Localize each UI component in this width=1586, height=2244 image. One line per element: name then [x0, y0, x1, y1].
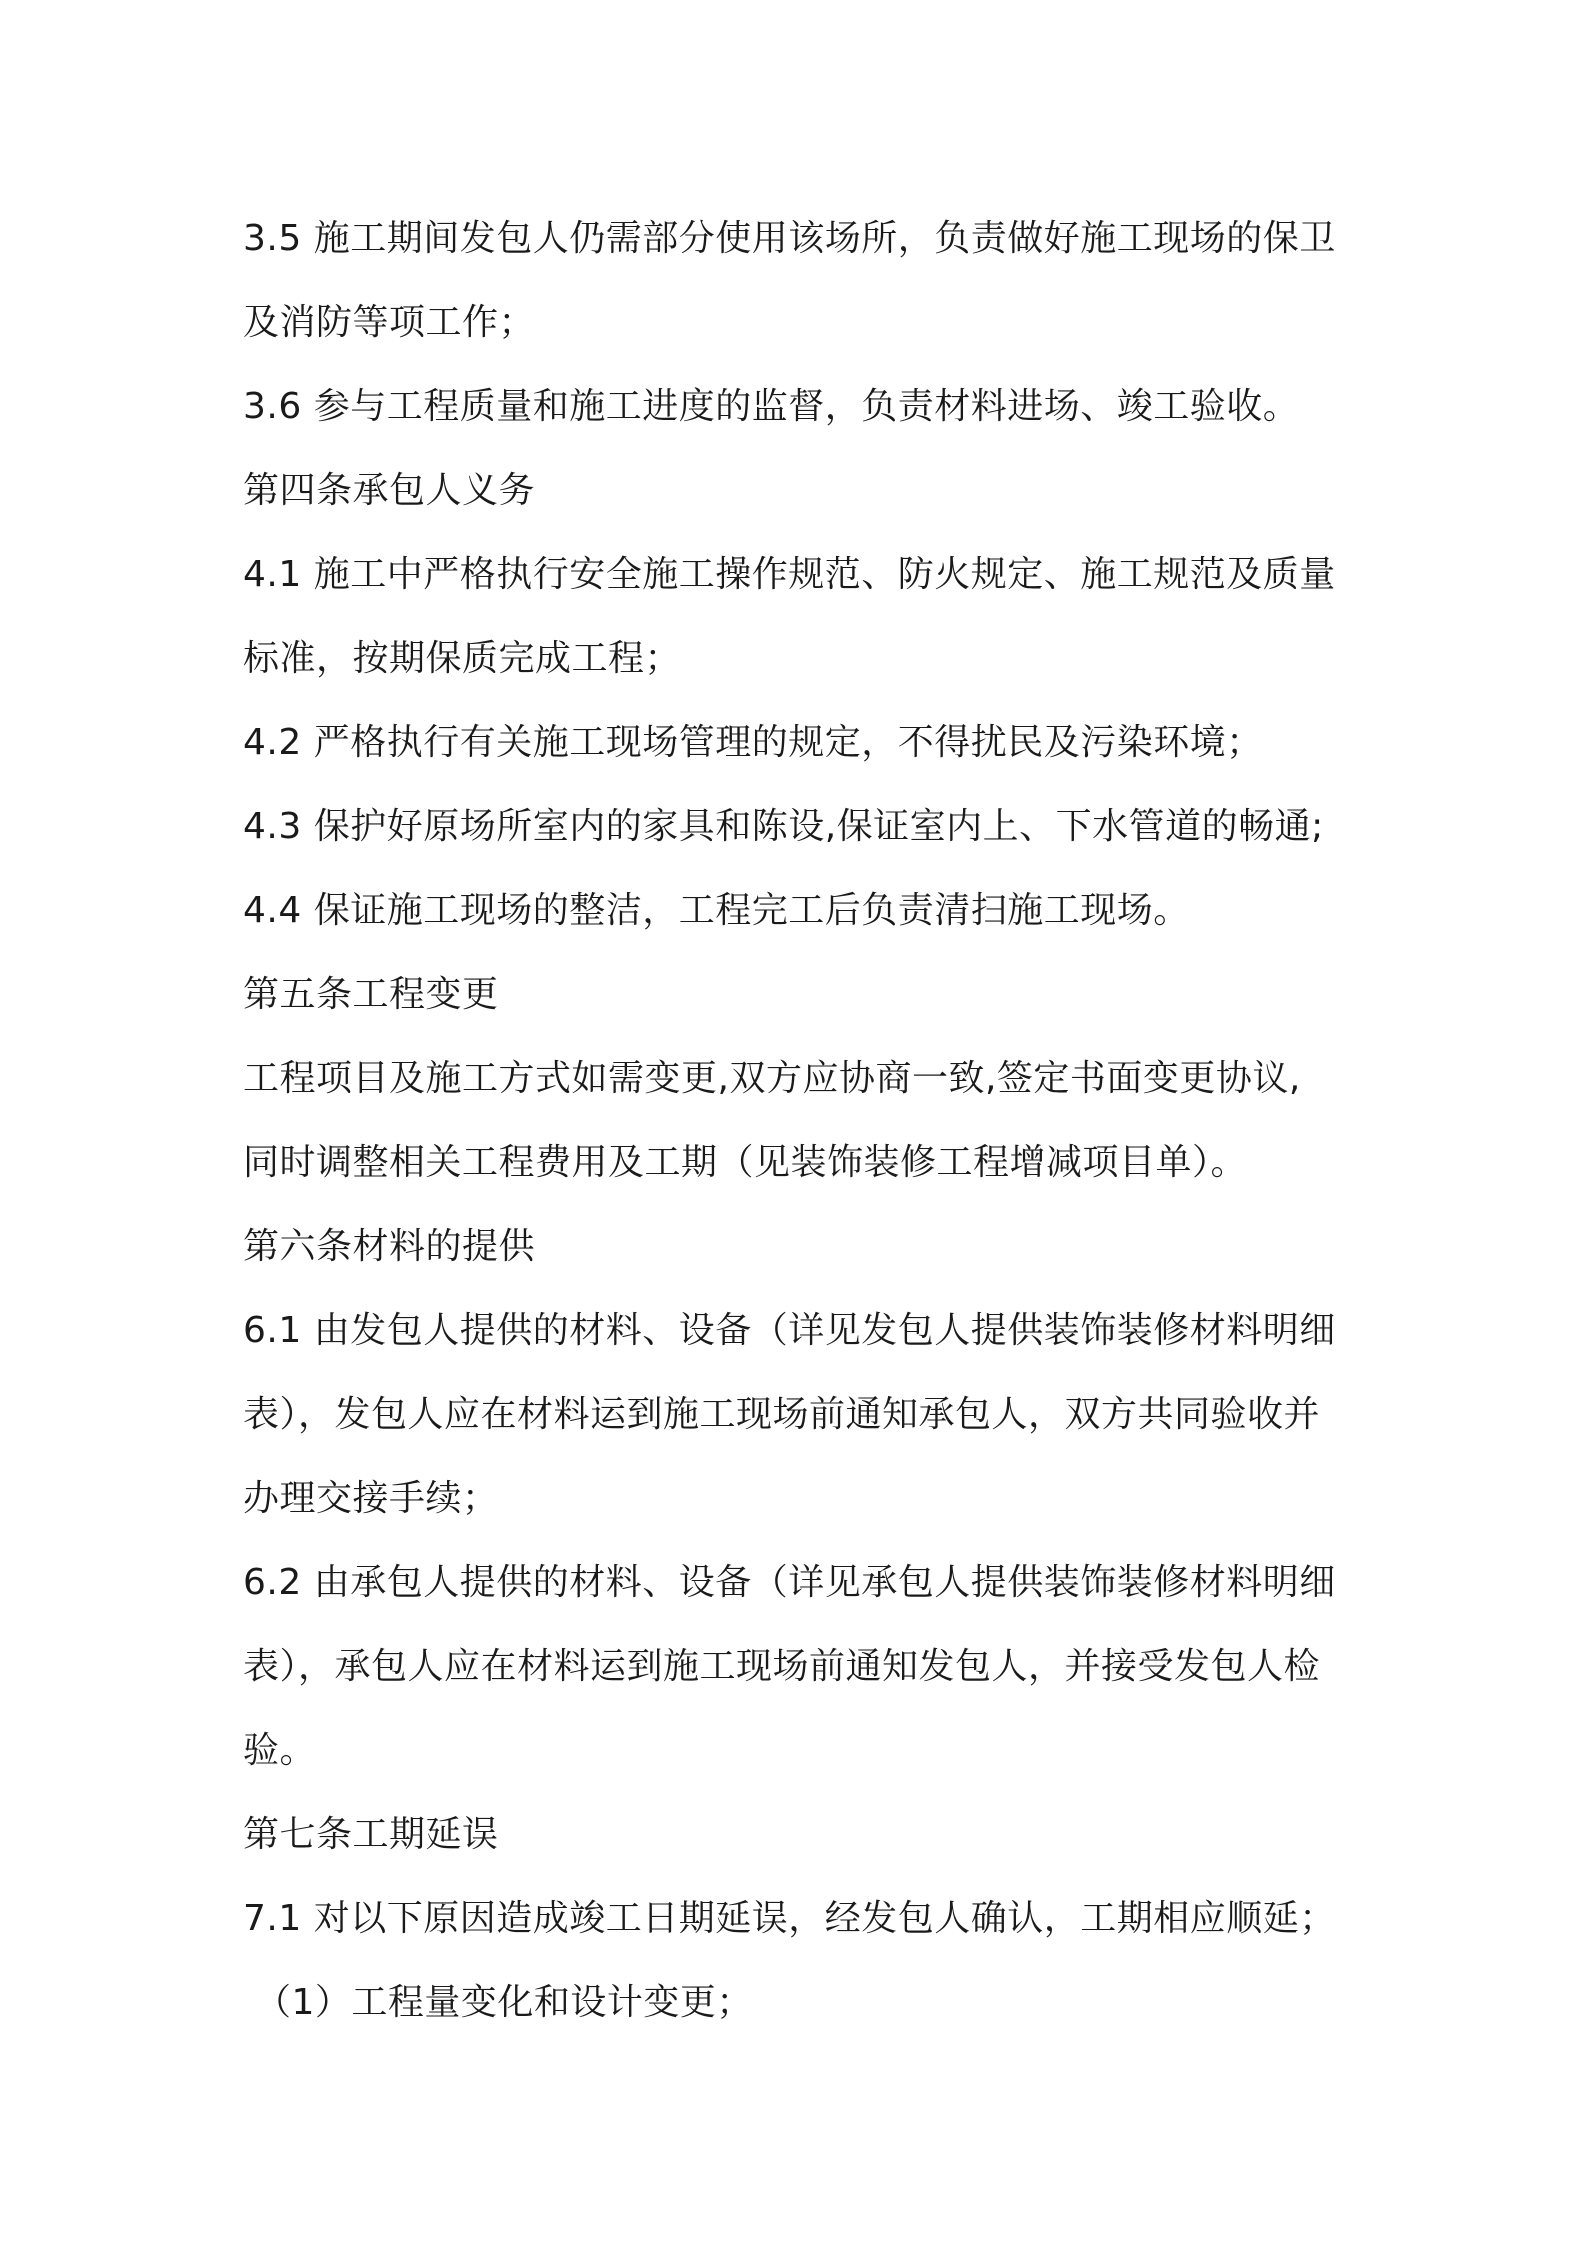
- clause-4-2: 4.2 严格执行有关施工现场管理的规定，不得扰民及污染环境；: [243, 722, 1263, 763]
- clause-3-6: 3.6 参与工程质量和施工进度的监督，负责材料进场、竣工验收。: [243, 386, 1300, 427]
- clause-6-2-line-2: 表），承包人应在材料运到施工现场前通知发包人，并接受发包人检: [243, 1646, 1321, 1687]
- article-5-text-line-1: 工程项目及施工方式如需变更,双方应协商一致,签定书面变更协议,: [243, 1058, 1301, 1099]
- clause-6-1-line-1: 6.1 由发包人提供的材料、设备（详见发包人提供装饰装修材料明细: [243, 1310, 1336, 1351]
- clause-6-1-line-2: 表），发包人应在材料运到施工现场前通知承包人，双方共同验收并: [243, 1394, 1321, 1435]
- clause-7-1: 7.1 对以下原因造成竣工日期延误，经发包人确认，工期相应顺延；: [243, 1898, 1336, 1939]
- article-7-heading: 第七条工期延误: [243, 1814, 499, 1855]
- clause-4-4: 4.4 保证施工现场的整洁，工程完工后负责清扫施工现场。: [243, 890, 1190, 931]
- clause-6-1-line-3: 办理交接手续；: [243, 1478, 499, 1519]
- article-5-text-line-2: 同时调整相关工程费用及工期（见装饰装修工程增减项目单）。: [243, 1142, 1248, 1183]
- clause-4-1-line-1: 4.1 施工中严格执行安全施工操作规范、防火规定、施工规范及质量: [243, 554, 1336, 595]
- clause-6-2-line-1: 6.2 由承包人提供的材料、设备（详见承包人提供装饰装修材料明细: [243, 1562, 1336, 1603]
- clause-4-1-line-2: 标准，按期保质完成工程；: [243, 638, 682, 679]
- clause-4-3: 4.3 保护好原场所室内的家具和陈设,保证室内上、下水管道的畅通;: [243, 806, 1324, 847]
- clause-3-5-line-2: 及消防等项工作；: [243, 302, 536, 343]
- document-body: [243, 197, 1363, 2045]
- article-4-heading: 第四条承包人义务: [243, 470, 536, 511]
- article-5-heading: 第五条工程变更: [243, 974, 499, 1015]
- clause-6-2-line-3: 验。: [243, 1730, 317, 1771]
- clause-3-5-line-1: 3.5 施工期间发包人仍需部分使用该场所，负责做好施工现场的保卫: [243, 218, 1336, 259]
- clause-7-1-item-1: （1）工程量变化和设计变更；: [255, 1982, 753, 2023]
- article-6-heading: 第六条材料的提供: [243, 1226, 536, 1267]
